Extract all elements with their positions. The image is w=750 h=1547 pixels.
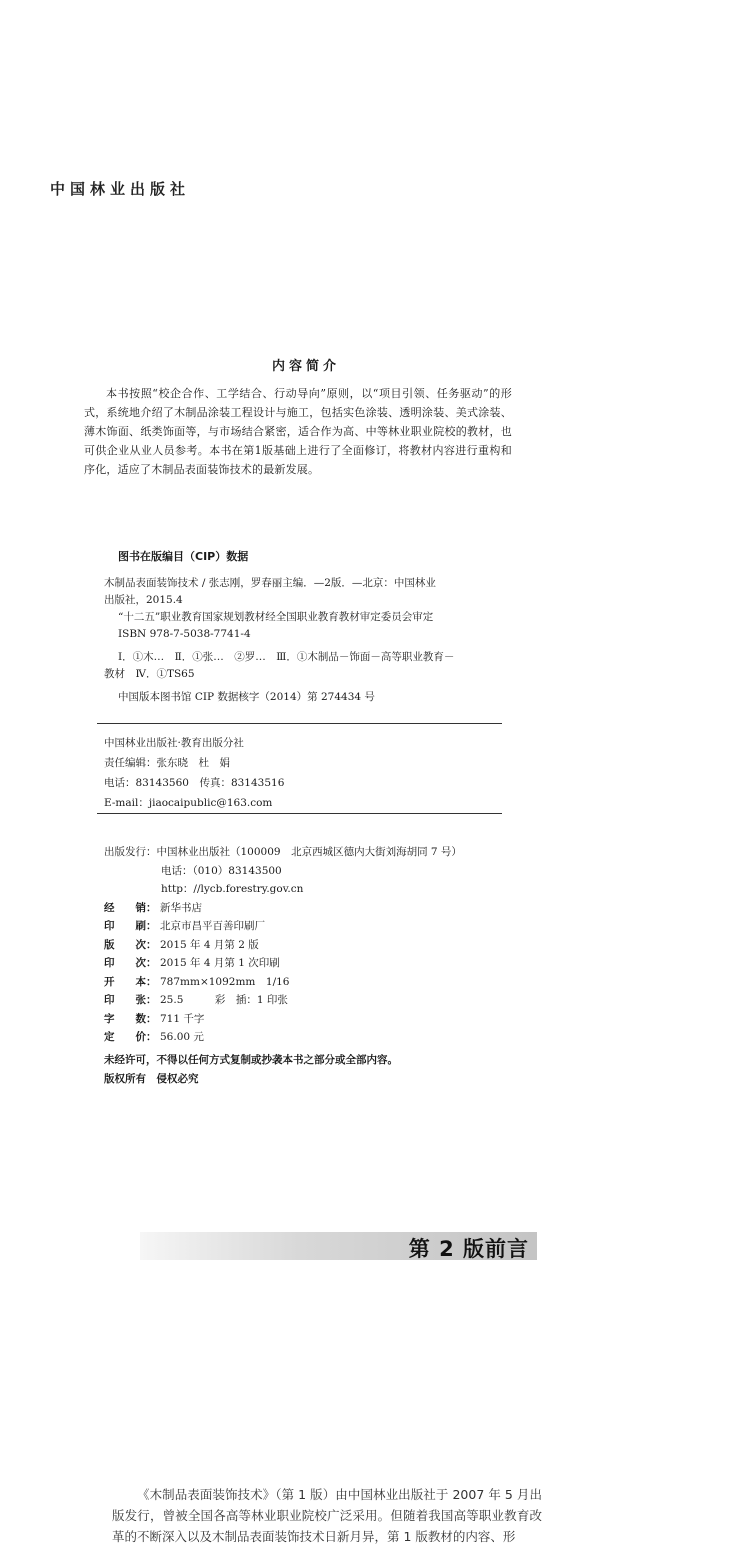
preface-title: 第 2 版前言 [408,1237,529,1261]
publisher-division: 中国林业出版社·教育出版分社 [104,737,244,749]
spec-label: 版 次： [104,938,157,951]
cip-line: “十二五”职业教育国家规划教材经全国职业教育教材审定委员会审定 [118,611,434,623]
cip-line: 教材 Ⅳ．①TS65 [104,668,195,680]
spec-value: 56.00 元 [160,1031,204,1043]
editorial-info [104,733,284,813]
spec-row [104,1010,462,1029]
summary-body: 本书按照“校企合作、工学结合、行动导向”原则，以“项目引领、任务驱动”的形式，系统地介绍了木制品涂装工程设计与施工，包括实色涂装、透明涂装、美式涂装、薄木饰面、纸类饰面等，与市场结合紧密，适合作为高、中等林业职业院校的教材，也可供企业从业人员参考。本书在第1版基础上进行了全面修订，将教材内容进行重构和序化，适应了木制品表面装饰技术的最新发展。 [84,387,512,476]
cip-line: 中国版本图书馆 CIP 数据核字（2014）第 274434 号 [118,691,375,703]
cip-title: 图书在版编目（CIP）数据 [118,550,249,563]
spec-row [104,936,462,955]
spec-row [104,954,462,973]
spec-label: 开 本： [104,975,157,988]
spec-value: 2015 年 4 月第 1 次印刷 [160,957,280,969]
spec-label: 字 数： [104,1012,157,1025]
cip-record [104,575,504,706]
cip-line: 出版社，2015.4 [104,594,183,606]
spec-row [104,899,462,918]
cip-isbn: ISBN 978-7-5038-7741-4 [118,628,251,640]
spec-row [104,917,462,936]
spec-value: 北京市昌平百善印刷厂 [160,920,265,932]
spec-value: 787mm×1092mm 1/16 [160,975,290,988]
phone-fax-line: 电话：83143560 传真：83143516 [104,777,285,789]
preface-body: 《木制品表面装饰技术》（第 1 版）由中国林业出版社于 2007 年 5 月出版发行，曾被全国各高等林业职业院校广泛采用。但随着我国高等职业教育改革的不断深入以及木制品表面装饰技术日新月异，第 1 版教材的内容、形 [112,1487,542,1544]
copyright-line: 未经许可，不得以任何方式复制或抄袭本书之部分或全部内容。 [104,1054,398,1066]
copyright-notice [104,1051,398,1089]
rights-reserved: 版权所有 侵权必究 [104,1073,199,1085]
publication-info [104,843,462,1047]
spec-row [104,991,462,1010]
spec-label: 经 销： [104,901,157,914]
distribution-phone: 电话：（010）83143500 [161,864,282,877]
distribution-web: http：//lycb.forestry.gov.cn [161,883,304,895]
spec-value: 25.5 彩 插：1 印张 [160,994,288,1006]
spec-label: 印 次： [104,957,157,969]
spec-row [104,973,462,992]
spec-label: 定 价： [104,1031,157,1043]
spec-row [104,1028,462,1047]
summary-title: 内容简介 [271,359,340,374]
preface-banner [140,1232,537,1260]
publisher-header: 中国林业出版社 [50,180,191,198]
spec-value: 新华书店 [160,901,202,914]
spec-value: 711 千字 [160,1012,205,1025]
cip-line: 木制品表面装饰技术 / 张志刚，罗春丽主编．—2版．—北京：中国林业 [104,577,436,589]
email-line: E-mail：jiaocaipublic@163.com [104,797,273,809]
divider-rule [97,723,502,724]
distribution-line: 出版发行：中国林业出版社（100009 北京西城区德内大街刘海胡同 7 号） [104,846,462,858]
divider-rule [97,813,502,814]
spec-label: 印 刷： [104,920,157,932]
editor-line: 责任编辑：张东晓 杜 娟 [104,757,230,769]
cip-line: Ⅰ．①木… Ⅱ．①张… ②罗… Ⅲ．①木制品－饰面－高等职业教育－ [118,651,455,663]
spec-value: 2015 年 4 月第 2 版 [160,938,259,951]
spec-label: 印 张： [104,994,157,1006]
